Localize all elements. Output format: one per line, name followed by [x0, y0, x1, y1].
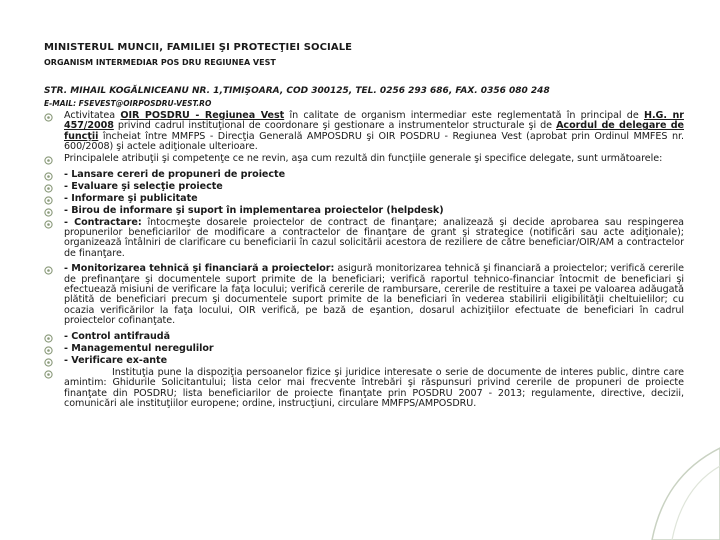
duty-description: asigură monitorizarea tehnică şi financiară a proiectelor; verifică cererile de prefinanţare şi documentele suport primite de la beneficiari; verifică raportul tehnico-financiar întocmit de beneficiari şi efectuează misiuni de verificare la faţa locului; verifică cererile de rambursare, cererile de restituire a taxei pe valoarea adăugată plătită de beneficiari precum şi documentele suport primite de la beneficiari în vederea stabilirii eligibilităţii cheltuielilor; cu ocazia verificărilor la faţa locului, OIR verifică, pe bază de eşantion, dosarul achiziţiilor efectuate de beneficiari în cadrul proiectelor cofinanţate.: [64, 263, 684, 327]
list-item: [44, 356, 684, 367]
list-item: [44, 344, 684, 355]
text-run: privind cadrul instituţional de coordonare şi gestionare a instrumentelor structurale şi de: [113, 120, 557, 132]
list-item: [44, 218, 684, 260]
bullet-icon: [44, 194, 64, 205]
duty-call-for-proposals: - Lansare cereri de propuneri de proiecte: [64, 168, 286, 180]
email-line: E-MAIL: FSEVEST@OIRPOSDRU-VEST.RO: [44, 99, 212, 108]
address-line: STR. MIHAIL KOGĂLNICEANU NR. 1,TIMIŞOARA, COD 300125, TEL. 0256 293 686, FAX. 0356 080 248: [44, 86, 550, 96]
activities-list: [44, 111, 684, 410]
bullet-icon: [44, 332, 64, 343]
duty-antifraud: - Control antifraudă: [64, 330, 171, 342]
list-item: [44, 154, 684, 165]
bullet-icon: [44, 264, 64, 275]
duty-irregularities: - Managementul neregulilor: [64, 342, 214, 354]
bullet-icon: [44, 368, 64, 379]
text-run: în calitate de organism intermediar este reglementată în principal de: [284, 110, 644, 121]
duty-contracting: [64, 218, 684, 260]
list-item: [44, 368, 684, 410]
bullet-icon: [44, 170, 64, 181]
bullet-icon: [44, 218, 64, 229]
text-run: încheiat între MMFPS - Direcţia Generală AMPOSDRU şi OIR POSDRU - Regiunea Vest (aprobat prin Ordinul MMFES nr. 600/2008) şi actele adiţionale ulterioare.: [64, 130, 684, 153]
bullet-icon: [44, 111, 64, 122]
list-item: [44, 206, 684, 217]
text-run: Activitatea: [64, 110, 121, 121]
bullet-icon: [44, 154, 64, 165]
bullet-icon: [44, 206, 64, 217]
list-item: [44, 194, 684, 205]
paragraph-duties-intro: Principalele atribuţii şi competenţe ce ne revin, aşa cum rezultă din funcţiile generale şi specifice delegate, sunt următoarele:: [64, 152, 663, 164]
duty-title: - Contractare:: [64, 216, 142, 228]
paragraph-public-documents: Instituţia pune la dispoziţia persoanelor fizice şi juridice interesate o serie de documente de interes public, dintre care amintim: Ghidurile Solicitantului; lista celor mai frecvente întrebări şi răspunsuri privind cererile de propuneri de proiecte finanţate din POSDRU; lista beneficiarilor de proiecte finanţate prin POSDRU 2007 - 2013; regulamente, directive, decizii, comunicări ale instituţiilor europene; ordine, instrucţiuni, circulare MMFPS/AMPOSDRU.: [64, 366, 684, 409]
list-item: [44, 111, 684, 153]
duty-title: - Monitorizarea tehnică şi financiară a proiectelor:: [64, 263, 335, 275]
duty-description: întocmeşte dosarele proiectelor de contract de finanţare; analizează şi decide aprobarea sau respingerea propunerilor beneficiarilor de modificare a contractelor de finanţare de grant şi strategice (notificări sau acte adiţionale); organizează întâlniri de clarificare cu beneficiarii în cazul solicitării acestora de reziliere de către beneficiar/OIR/AM a contractelor de finanţare.: [64, 216, 684, 259]
ministry-name: MINISTERUL MUNCII, FAMILIEI ŞI PROTECŢIEI SOCIALE: [44, 42, 353, 53]
delegation-agreement: Acordul de delegare de funcţii: [64, 120, 684, 142]
bullet-icon: [44, 182, 64, 193]
duty-ex-ante: - Verificare ex-ante: [64, 354, 168, 366]
decorative-corner: [600, 420, 720, 540]
organism-name: ORGANISM INTERMEDIAR POS DRU REGIUNEA VEST: [44, 58, 276, 67]
bullet-icon: [44, 356, 64, 367]
paragraph-legal-basis: [64, 111, 684, 153]
bullet-icon: [44, 344, 64, 355]
list-item: [44, 182, 684, 193]
duty-helpdesk: - Birou de informare şi suport în implementarea proiectelor (helpdesk): [64, 204, 444, 216]
letterhead: [44, 42, 684, 108]
hg-reference: H.G. nr 457/2008: [64, 110, 684, 132]
duty-monitoring: [64, 264, 684, 326]
duty-evaluation: - Evaluare şi selecţie proiecte: [64, 180, 223, 192]
list-item: [44, 264, 684, 326]
oir-name: OIR POSDRU - Regiunea Vest: [120, 110, 285, 121]
duty-information: - Informare şi publicitate: [64, 192, 198, 204]
list-item: [44, 332, 684, 343]
list-item: [44, 170, 684, 181]
